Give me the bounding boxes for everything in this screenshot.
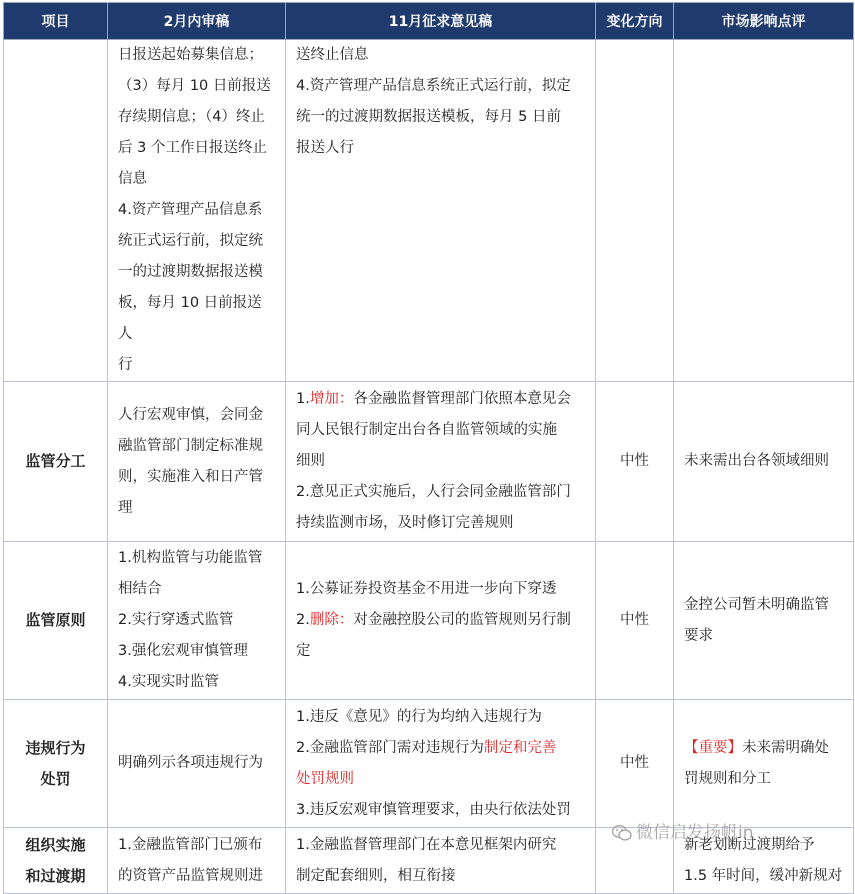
feb-draft-line: 统正式运行前，拟定统 bbox=[118, 233, 263, 249]
feb-draft-line: 1.金融监管部门已颁布 bbox=[118, 836, 263, 853]
feb-draft-line: 明确列示各项违规行为 bbox=[118, 755, 263, 771]
nov-line-highlight: 处罚规则 bbox=[296, 770, 354, 787]
feb-draft-cell bbox=[108, 40, 286, 382]
table-header-row bbox=[4, 3, 854, 40]
nov-line-prefix: 2. bbox=[296, 612, 310, 628]
feb-draft-line: 的资管产品监管规则进 bbox=[118, 867, 263, 884]
nov-draft-line bbox=[296, 702, 585, 733]
nov-line-text: 2.金融监管部门需对违规行为 bbox=[296, 739, 484, 756]
feb-draft-line: （3）每月 10 日前报送 bbox=[118, 78, 271, 94]
nov-draft-line bbox=[296, 574, 585, 605]
feb-draft-line: 信息 bbox=[118, 171, 147, 187]
comment-text: 罚规则和分工 bbox=[684, 770, 771, 787]
direction-cell bbox=[596, 40, 674, 382]
nov-line-text: 1.公募证券投资基金不用进一步向下穿透 bbox=[296, 581, 557, 597]
nov-draft-line bbox=[296, 71, 585, 102]
comment-cell bbox=[674, 40, 854, 382]
nov-line-text: 1.违反《意见》的行为均纳入违规行为 bbox=[296, 708, 542, 725]
nov-line-text: 4.资产管理产品信息系统正式运行前，拟定 bbox=[296, 78, 571, 94]
feb-draft-line: 则，实施准入和日产管 bbox=[118, 468, 263, 485]
nov-draft-cell bbox=[286, 828, 596, 894]
comment-line bbox=[684, 590, 843, 621]
item-label-line: 监管原则 bbox=[25, 611, 86, 629]
feb-draft-line: 相结合 bbox=[118, 581, 162, 597]
feb-draft-line: 3.强化宏观审慎管理 bbox=[118, 643, 248, 659]
direction-cell bbox=[596, 700, 674, 828]
comment-text: 未来需出台各领域细则 bbox=[684, 453, 829, 469]
nov-line-text: 同人民银行制定出台各自监管领域的实施 bbox=[296, 422, 557, 438]
feb-draft-line: 行 bbox=[118, 357, 133, 373]
nov-line-text: 定 bbox=[296, 643, 311, 659]
comment-line bbox=[684, 621, 843, 652]
nov-line-text: 细则 bbox=[296, 453, 325, 469]
wechat-icon bbox=[612, 825, 632, 841]
feb-draft-line: 人行宏观审慎，会同金 bbox=[118, 406, 263, 423]
nov-draft-cell bbox=[286, 382, 596, 542]
feb-draft-line: 4.实现实时监管 bbox=[118, 674, 219, 690]
comment-line bbox=[684, 446, 843, 477]
comment-text: 1.5 年时间，缓冲新规对 bbox=[684, 867, 843, 884]
item-label-line: 违规行为 bbox=[25, 738, 86, 757]
nov-draft-line bbox=[296, 133, 585, 164]
nov-draft-line bbox=[296, 102, 585, 133]
header-feb-draft: 2月内审稿 bbox=[108, 3, 286, 40]
comment-text: 未来需明确处 bbox=[742, 739, 829, 756]
direction-cell bbox=[596, 542, 674, 700]
feb-draft-line: 理 bbox=[118, 499, 133, 516]
watermark-text: 微信启发扬帆in bbox=[636, 823, 754, 843]
row-item-label bbox=[4, 382, 108, 542]
header-comment: 市场影响点评 bbox=[674, 3, 854, 40]
feb-draft-line: 1.机构监管与功能监管 bbox=[118, 550, 263, 566]
nov-draft-line bbox=[296, 636, 585, 667]
nov-line-highlight: 增加： bbox=[309, 391, 354, 407]
comment-cell bbox=[674, 542, 854, 700]
nov-line-text: 报送人行 bbox=[296, 140, 354, 156]
nov-draft-cell bbox=[286, 40, 596, 382]
nov-line-text: 2.意见正式实施后，人行会同金融监管部门 bbox=[296, 484, 571, 500]
feb-draft-line: 4.资产管理产品信息系 bbox=[118, 202, 263, 218]
nov-line-text: 3.违反宏观审慎管理要求，由央行依法处罚 bbox=[296, 801, 571, 818]
comment-cell bbox=[674, 382, 854, 542]
nov-line-highlight: 删除： bbox=[309, 612, 354, 628]
watermark bbox=[612, 818, 754, 843]
nov-draft-line bbox=[296, 605, 585, 636]
comparison-table bbox=[3, 2, 854, 894]
comment-line bbox=[684, 764, 843, 795]
comment-line bbox=[684, 861, 843, 892]
nov-line-text: 1.金融监督管理部门在本意见框架内研究 bbox=[296, 836, 557, 853]
nov-line-text: 制定配套细则，相互衔接 bbox=[296, 867, 456, 884]
nov-line-text: 送终止信息 bbox=[296, 47, 369, 63]
header-direction: 变化方向 bbox=[596, 3, 674, 40]
comment-cell bbox=[674, 700, 854, 828]
feb-draft-line: 日报送起始募集信息； bbox=[118, 47, 263, 63]
header-nov-draft: 11月征求意见稿 bbox=[286, 3, 596, 40]
feb-draft-line: 存续期信息；（4）终止 bbox=[118, 109, 265, 125]
nov-draft-line bbox=[296, 477, 585, 508]
comment-highlight: 【重要】 bbox=[684, 739, 742, 756]
comment-text: 要求 bbox=[684, 627, 713, 644]
table-row bbox=[4, 382, 854, 542]
nov-draft-line bbox=[296, 415, 585, 446]
nov-line-text: 各金融监督管理部门依照本意见会 bbox=[353, 391, 571, 407]
feb-draft-line: 后 3 个工作日报送终止 bbox=[118, 140, 267, 156]
table-row bbox=[4, 40, 854, 382]
nov-draft-cell bbox=[286, 542, 596, 700]
feb-draft-line: 一的过渡期数据报送模 bbox=[118, 264, 263, 280]
feb-draft-line: 融监管部门制定标准规 bbox=[118, 437, 263, 454]
feb-draft-line: 板，每月 10 日前报送人 bbox=[118, 295, 262, 342]
nov-draft-line bbox=[296, 446, 585, 477]
item-label-line: 和过渡期 bbox=[25, 866, 86, 885]
nov-draft-line bbox=[296, 384, 585, 415]
nov-draft-line bbox=[296, 508, 585, 539]
feb-draft-line: 2.实行穿透式监管 bbox=[118, 612, 234, 628]
header-item: 项目 bbox=[4, 3, 108, 40]
row-item-label bbox=[4, 828, 108, 894]
row-item-label bbox=[4, 700, 108, 828]
comment-text: 金控公司暂未明确监管 bbox=[684, 596, 829, 613]
nov-line-highlight: 制定和完善 bbox=[483, 739, 557, 756]
feb-draft-cell bbox=[108, 542, 286, 700]
feb-draft-cell bbox=[108, 828, 286, 894]
nov-draft-cell bbox=[286, 700, 596, 828]
nov-draft-line bbox=[296, 40, 585, 71]
table-row bbox=[4, 542, 854, 700]
nov-line-prefix: 1. bbox=[296, 391, 310, 407]
table-row bbox=[4, 700, 854, 828]
nov-line-text: 持续监测市场，及时修订完善规则 bbox=[296, 515, 514, 531]
feb-draft-cell bbox=[108, 382, 286, 542]
direction-cell bbox=[596, 382, 674, 542]
nov-draft-line bbox=[296, 795, 585, 826]
nov-line-text: 统一的过渡期数据报送模板，每月 5 日前 bbox=[296, 109, 561, 125]
feb-draft-cell bbox=[108, 700, 286, 828]
nov-draft-line bbox=[296, 764, 585, 795]
item-label-line: 监管分工 bbox=[25, 452, 86, 470]
comment-text: 新老划断过渡期给予 bbox=[684, 836, 815, 853]
direction-value: 中性 bbox=[620, 612, 649, 628]
nov-draft-line bbox=[296, 733, 585, 764]
comment-line bbox=[684, 733, 843, 764]
direction-value: 中性 bbox=[620, 453, 649, 469]
row-item-label bbox=[4, 542, 108, 700]
nov-line-text: 对金融控股公司的监管规则另行制 bbox=[353, 612, 571, 628]
item-label-line: 组织实施 bbox=[25, 835, 86, 854]
row-item-label bbox=[4, 40, 108, 382]
nov-draft-line bbox=[296, 830, 585, 861]
direction-value: 中性 bbox=[620, 755, 649, 771]
nov-draft-line bbox=[296, 861, 585, 892]
item-label-line: 处罚 bbox=[40, 769, 71, 788]
